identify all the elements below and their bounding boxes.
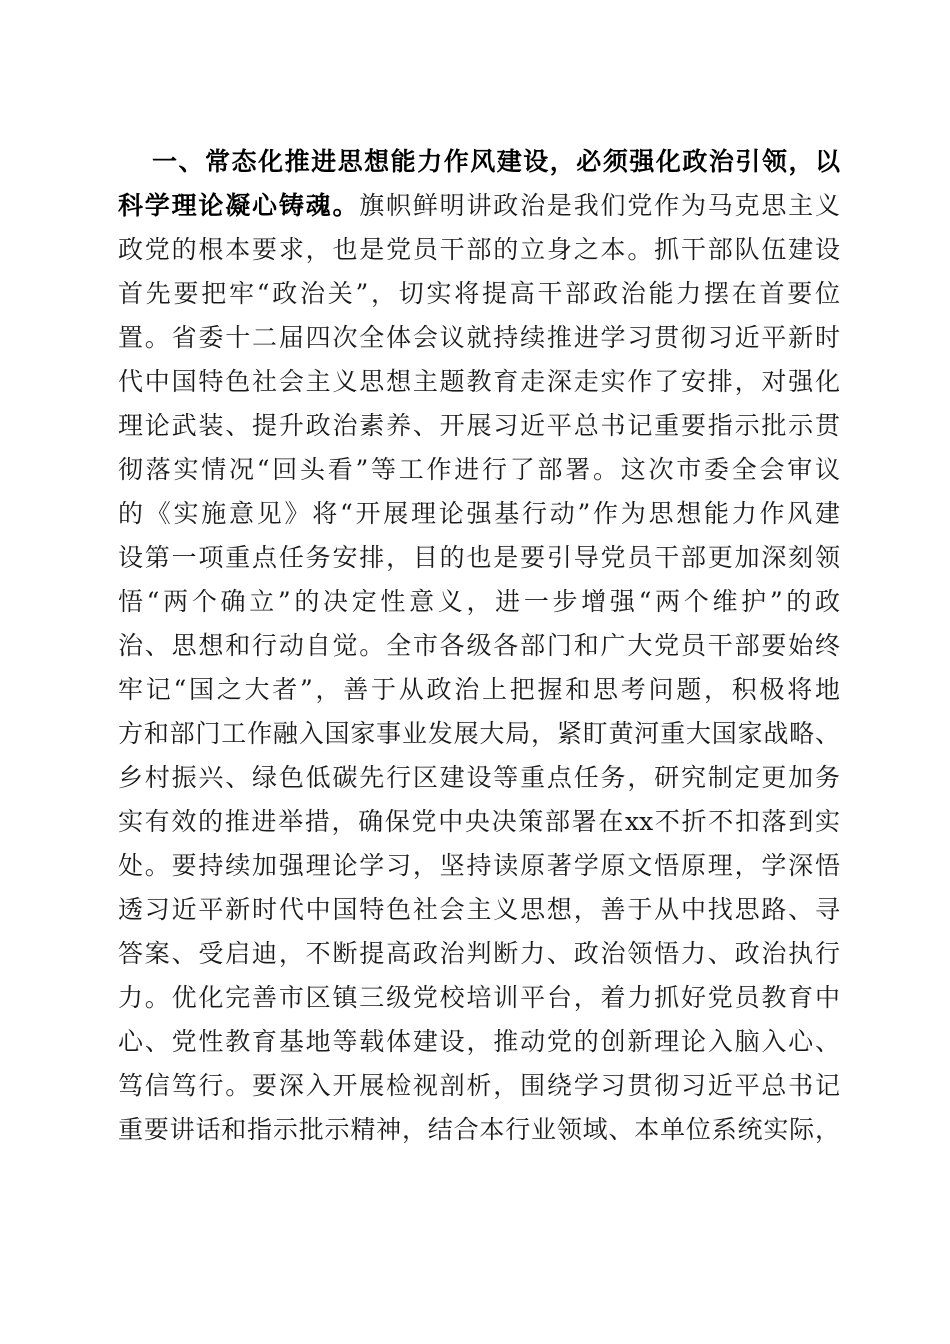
text-line: 答案、受启迪，不断提高政治判断力、政治领悟力、政治执行: [118, 939, 840, 968]
text-line: 实有效的推进举措，确保党中央决策部署在xx不折不扣落到实: [118, 807, 840, 836]
text-line: 乡村振兴、绿色低碳先行区建设等重点任务，研究制定更加务: [118, 763, 840, 792]
text-line: 悟“两个确立”的决定性意义，进一步增强“两个维护”的政: [118, 587, 840, 616]
text-line: [118, 184, 840, 228]
text-line: 设第一项重点任务安排，目的也是要引导党员干部更加深刻领: [118, 543, 840, 572]
text-line: 理论武装、提升政治素养、开展习近平总书记重要指示批示贯: [118, 411, 840, 440]
section-heading-continued: 科学理论凝心铸魂。: [118, 191, 360, 220]
text-line: 处。要持续加强理论学习，坚持读原著学原文悟原理，学深悟: [118, 851, 840, 880]
text-line: 彻落实情况“回头看”等工作进行了部署。这次市委全会审议: [118, 455, 840, 484]
text-line: 力。优化完善市区镇三级党校培训平台，着力抓好党员教育中: [118, 983, 840, 1012]
text-line: 心、党性教育基地等载体建设，推动党的创新理论入脑入心、: [118, 1027, 840, 1056]
body-paragraph: [118, 140, 840, 1152]
text-line: 治、思想和行动自觉。全市各级各部门和广大党员干部要始终: [118, 631, 840, 660]
text-line: 方和部门工作融入国家事业发展大局，紧盯黄河重大国家战略、: [118, 719, 840, 748]
text-line: 政党的根本要求，也是党员干部的立身之本。抓干部队伍建设: [118, 235, 840, 264]
text-line: 置。省委十二届四次全体会议就持续推进学习贯彻习近平新时: [118, 323, 840, 352]
text-line: 重要讲话和指示批示精神，结合本行业领域、本单位系统实际，: [118, 1115, 840, 1144]
text-line: 透习近平新时代中国特色社会主义思想，善于从中找思路、寻: [118, 895, 840, 924]
text-line: 牢记“国之大者”，善于从政治上把握和思考问题，积极将地: [118, 675, 840, 704]
text-line: 的《实施意见》将“开展理论强基行动”作为思想能力作风建: [118, 499, 840, 528]
text-line: 代中国特色社会主义思想主题教育走深走实作了安排，对强化: [118, 367, 840, 396]
text-fragment: 旗帜鲜明讲政治是我们党作为马克思主义: [359, 191, 840, 220]
section-heading: 一、常态化推进思想能力作风建设，必须强化政治引领，以: [152, 147, 840, 176]
text-line: 首先要把牢“政治关”，切实将提高干部政治能力摆在首要位: [118, 279, 840, 308]
text-line: 笃信笃行。要深入开展检视剖析，围绕学习贯彻习近平总书记: [118, 1071, 840, 1100]
